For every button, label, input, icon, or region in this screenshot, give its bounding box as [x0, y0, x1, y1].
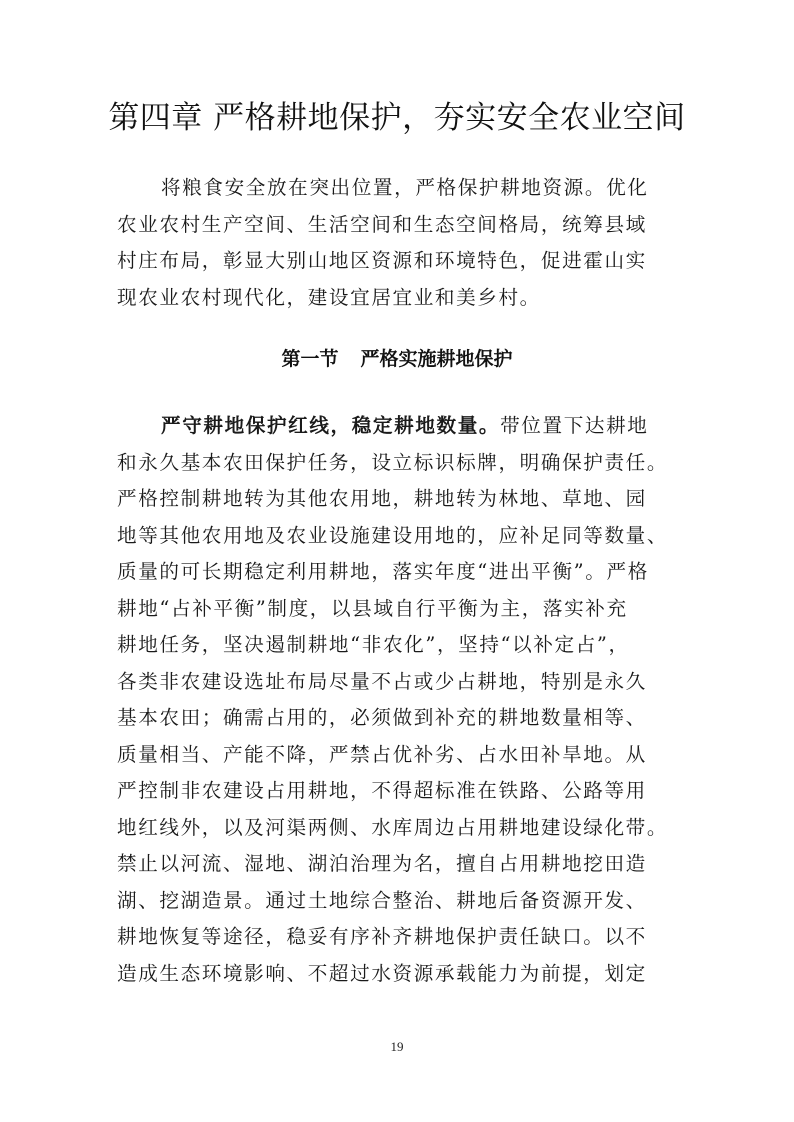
body-line: 严控制非农建设占用耕地，不得超标准在铁路、公路等用 — [117, 779, 647, 802]
body-line: 严格控制耕地转为其他农用地，耕地转为林地、草地、园 — [117, 487, 647, 510]
page-number: 19 — [390, 1039, 404, 1054]
body-line — [117, 408, 683, 445]
body-line: 各类非农建设选址布局尽量不占或少占耕地，特别是永久 — [117, 669, 647, 693]
section-heading — [0, 344, 794, 374]
intro-line: 农业农村生产空间、生活空间和生态空间格局，统筹县域 — [117, 212, 647, 236]
body-line: 和永久基本农田保护任务，设立标识标牌，明确保护责任。 — [117, 450, 669, 474]
body-line: 造成生态环境影响、不超过水资源承载能力为前提，划定 — [117, 961, 647, 985]
body-line: 耕地任务，坚决遏制耕地“非农化”，坚持“以补定占”， — [117, 633, 630, 656]
intro-paragraph — [117, 170, 683, 316]
body-line: 耕地恢复等途径，稳妥有序补齐耕地保护责任缺口。以不 — [117, 925, 647, 948]
paragraph-lead: 严守耕地保护红线，稳定耕地数量。 — [161, 414, 501, 437]
body-line: 湖、挖湖造景。通过土地综合整治、耕地后备资源开发、 — [117, 888, 647, 912]
body-line-rest: 带位置下达耕地 — [500, 414, 649, 437]
section-title: 严格实施耕地保护 — [360, 348, 513, 370]
body-line: 质量的可长期稳定利用耕地，落实年度“进出平衡”。严格 — [117, 560, 649, 583]
body-paragraph — [117, 408, 683, 992]
body-line: 基本农田；确需占用的，必须做到补充的耕地数量相等、 — [117, 706, 647, 729]
section-number: 第一节 — [281, 348, 339, 370]
body-line: 耕地“占补平衡”制度，以县域自行平衡为主，落实补充 — [117, 596, 628, 620]
body-line: 质量相当、产能不降，严禁占优补劣、占水田补旱地。从 — [117, 742, 647, 766]
body-line: 地等其他农用地及农业设施建设用地的，应补足同等数量、 — [117, 523, 669, 547]
intro-line: 现农业农村现代化，建设宜居宜业和美乡村。 — [117, 285, 541, 309]
chapter-title: 第四章 严格耕地保护，夯实安全农业空间 — [108, 100, 686, 136]
body-line: 禁止以河流、湿地、湖泊治理为名，擅自占用耕地挖田造 — [117, 852, 647, 875]
body-line: 地红线外，以及河渠两侧、水库周边占用耕地建设绿化带。 — [117, 815, 669, 839]
intro-line: 将粮食安全放在突出位置，严格保护耕地资源。优化 — [161, 176, 649, 199]
intro-line: 村庄布局，彰显大别山地区资源和环境特色，促进霍山实 — [117, 249, 647, 272]
